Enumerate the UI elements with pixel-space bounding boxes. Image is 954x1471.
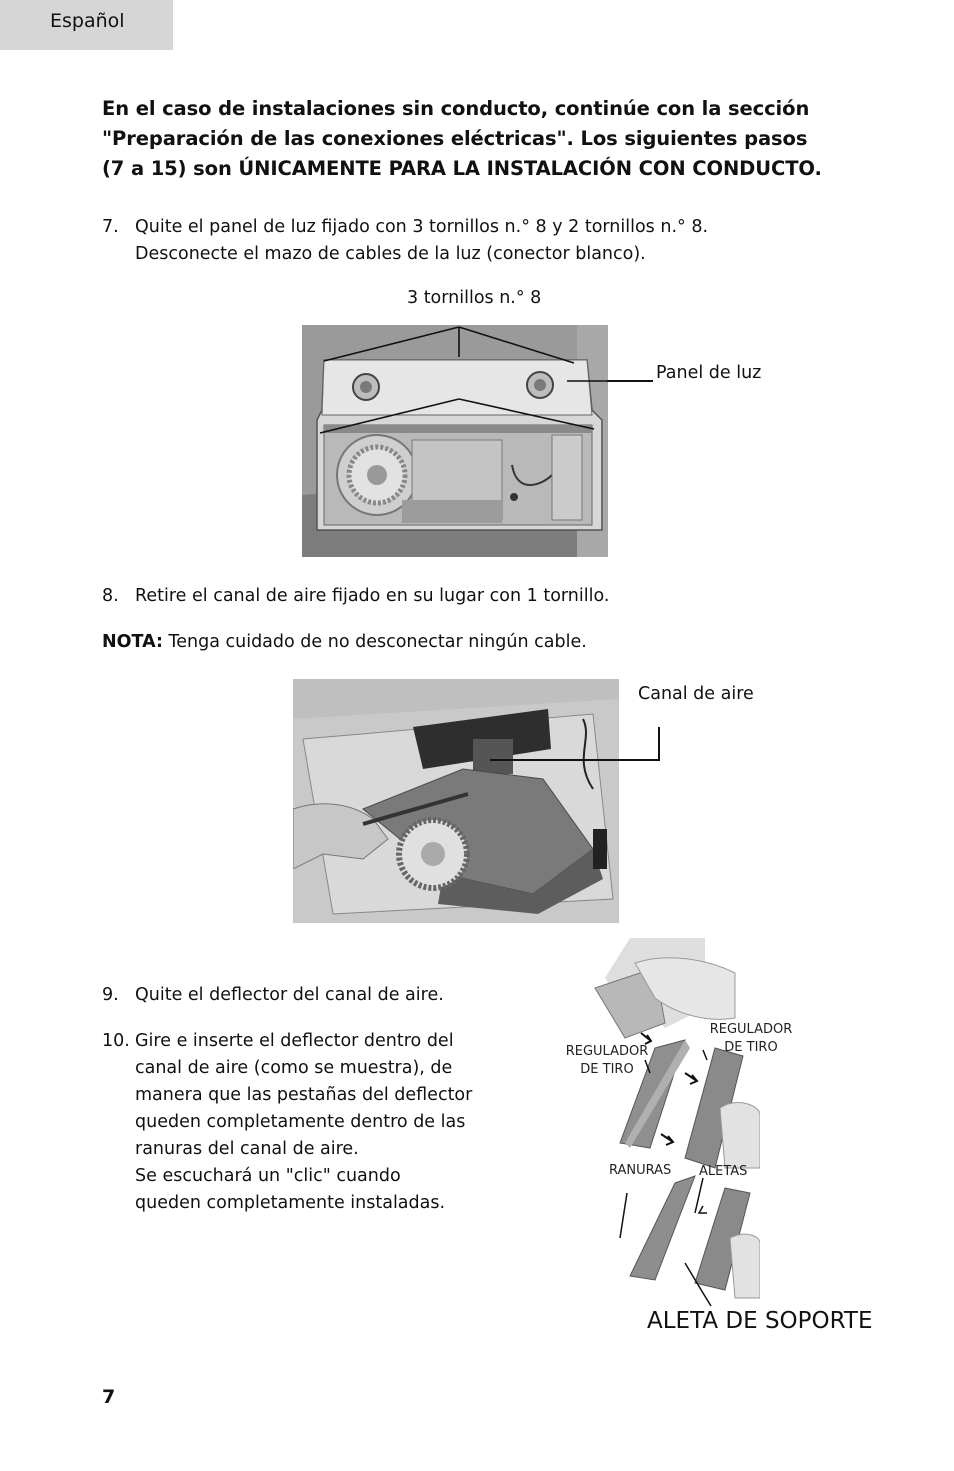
label-damper-right: REGULADOR DE TIRO bbox=[709, 1022, 793, 1055]
label-air-channel: Canal de aire bbox=[638, 684, 754, 704]
language-tab: Español bbox=[0, 0, 173, 50]
label-damper-left: REGULADOR DE TIRO bbox=[565, 1044, 649, 1077]
step-8-text: Retire el canal de aire fijado en su lugar con 1 tornillo. bbox=[135, 586, 610, 606]
step-10-line: queden completamente instaladas. bbox=[135, 1193, 446, 1213]
page-number: 7 bbox=[102, 1386, 116, 1408]
note-label: NOTA: bbox=[102, 632, 163, 652]
label-support-fin: ALETA DE SOPORTE bbox=[647, 1308, 873, 1334]
label-screws: 3 tornillos n.° 8 bbox=[407, 288, 542, 308]
note-text: Tenga cuidado de no desconectar ningún cable. bbox=[162, 632, 587, 652]
photo-air-channel bbox=[293, 679, 619, 923]
callout-line-panel bbox=[607, 380, 653, 382]
intro-paragraph bbox=[102, 94, 902, 184]
step-10-line: Se escuchará un "clic" cuando bbox=[135, 1166, 401, 1186]
damper-illustration bbox=[585, 938, 760, 1308]
label-light-panel: Panel de luz bbox=[656, 363, 762, 383]
step-10-line: Gire e inserte el deflector dentro del bbox=[135, 1031, 454, 1051]
step-9-number: 9. bbox=[102, 985, 119, 1005]
step-10-number: 10. bbox=[102, 1031, 130, 1051]
intro-line: "Preparación de las conexiones eléctricas". Los siguientes pasos bbox=[102, 127, 808, 150]
step-10-line: queden completamente dentro de las bbox=[135, 1112, 466, 1132]
step-7-line: Quite el panel de luz fijado con 3 tornillos n.° 8 y 2 tornillos n.° 8. bbox=[135, 217, 709, 237]
step-8-number: 8. bbox=[102, 586, 119, 606]
label-fins: ALETAS bbox=[699, 1164, 748, 1179]
intro-line: En el caso de instalaciones sin conducto, continúe con la sección bbox=[102, 97, 810, 120]
step-7-line: Desconecte el mazo de cables de la luz (conector blanco). bbox=[135, 244, 646, 264]
step-7-number: 7. bbox=[102, 217, 119, 237]
photo-light-panel bbox=[302, 325, 608, 557]
step-10-line: ranuras del canal de aire. bbox=[135, 1139, 359, 1159]
step-9-text: Quite el deflector del canal de aire. bbox=[135, 985, 444, 1005]
callout-line-channel bbox=[658, 727, 660, 761]
note bbox=[102, 629, 587, 656]
step-10-line: manera que las pestañas del deflector bbox=[135, 1085, 473, 1105]
callout-line-channel bbox=[490, 759, 660, 761]
intro-line: (7 a 15) son ÚNICAMENTE PARA LA INSTALACIÓN CON CONDUCTO. bbox=[102, 157, 822, 180]
step-10-line: canal de aire (como se muestra), de bbox=[135, 1058, 453, 1078]
label-slots: RANURAS bbox=[609, 1163, 672, 1178]
